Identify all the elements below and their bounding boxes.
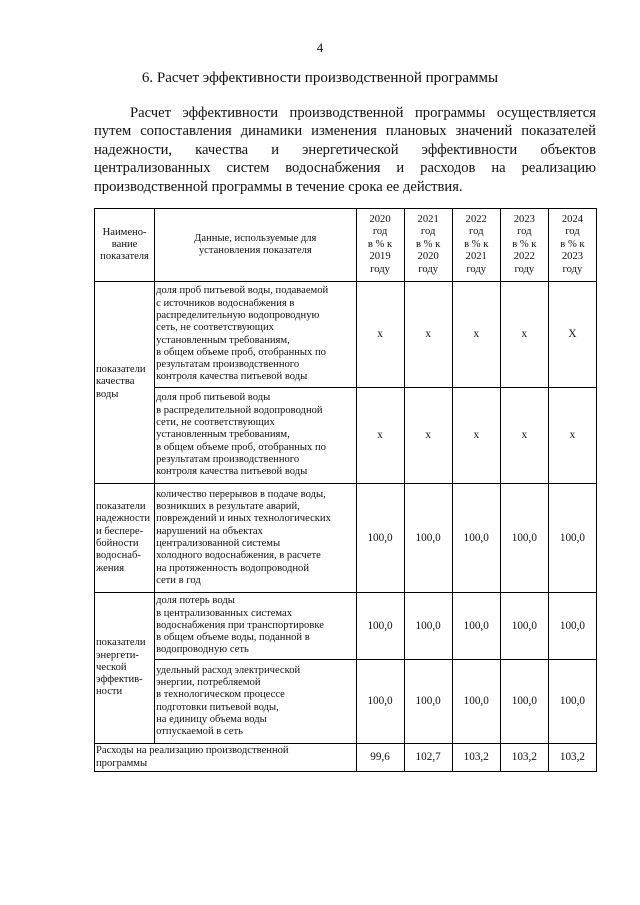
total-value: 102,7 xyxy=(404,744,452,772)
value-cell: x xyxy=(452,388,500,484)
table-row xyxy=(95,484,597,593)
value-cell: 100,0 xyxy=(452,660,500,744)
total-row xyxy=(95,744,597,772)
header-data: Данные, используемые для установления показателя xyxy=(155,209,356,282)
header-year-2023: 2023 год в % к 2022 году xyxy=(500,209,548,282)
header-year-2020: 2020 год в % к 2019 году xyxy=(356,209,404,282)
intro-line-2: путем сопоставления динамики изменения плановых значений показателей xyxy=(94,123,596,140)
table-header-row xyxy=(95,209,597,282)
value-cell: 100,0 xyxy=(548,593,596,660)
intro-line-3: надежности, качества и энергетической эффективности объектов xyxy=(94,141,596,158)
header-indicator: Наимено- вание показателя xyxy=(95,209,155,282)
table-row xyxy=(95,282,597,388)
section-heading: 6. Расчет эффективности производственной программы xyxy=(141,70,499,86)
intro-line-5: производственной программы в течение срока ее действия. xyxy=(94,178,463,195)
value-cell: 100,0 xyxy=(500,593,548,660)
data-description: доля потерь воды в централизованных системах водоснабжения при транспортировке в общем объеме воды, поданной в водопроводную сеть xyxy=(155,593,356,660)
total-label: Расходы на реализацию производственной программы xyxy=(95,744,357,772)
value-cell: x xyxy=(356,282,404,388)
value-cell: 100,0 xyxy=(356,593,404,660)
total-value: 103,2 xyxy=(452,744,500,772)
value-cell: 100,0 xyxy=(548,484,596,593)
data-description: доля проб питьевой воды, подаваемой с источников водоснабжения в распределительную водопроводную сеть, не соответствующих установленным требованиям, в общем объеме проб, отобранных по результатам производственного контроля качества питьевой воды xyxy=(155,282,356,388)
efficiency-table xyxy=(94,208,597,772)
value-cell: x xyxy=(500,282,548,388)
indicator-reliability: показатели надежности и беспере- бойности водоснаб- жения xyxy=(95,484,155,593)
total-value: 103,2 xyxy=(548,744,596,772)
value-cell: x xyxy=(404,388,452,484)
value-cell: 100,0 xyxy=(356,484,404,593)
page-number: 4 xyxy=(316,40,324,55)
value-cell: 100,0 xyxy=(356,660,404,744)
value-cell: x xyxy=(548,388,596,484)
value-cell: x xyxy=(452,282,500,388)
header-year-2024: 2024 год в % к 2023 году xyxy=(548,209,596,282)
table-row xyxy=(95,660,597,744)
intro-line-1: Расчет эффективности производственной программы осуществляется xyxy=(130,105,596,121)
data-description: доля проб питьевой воды в распределительной водопроводной сети, не соответствующих установленным требованиям, в общем объеме проб, отобранных по результатам производственного контроля качества питьевой воды xyxy=(155,388,356,484)
indicator-water-quality: показатели качества воды xyxy=(95,282,155,484)
data-description: количество перерывов в подаче воды, возникших в результате аварий, повреждений и иных технологических нарушений на объектах централизованной системы холодного водоснабжения, в расчете на протяженность водопроводной сети в год xyxy=(155,484,356,593)
header-year-2021: 2021 год в % к 2020 году xyxy=(404,209,452,282)
header-year-2022: 2022 год в % к 2021 году xyxy=(452,209,500,282)
value-cell: 100,0 xyxy=(404,660,452,744)
total-value: 99,6 xyxy=(356,744,404,772)
data-description: удельный расход электрической энергии, потребляемой в технологическом процессе подготовки питьевой воды, на единицу объема воды отпускаемой в сеть xyxy=(155,660,356,744)
indicator-energy-efficiency: показатели энергети- ческой эффектив- ности xyxy=(95,593,155,744)
value-cell: 100,0 xyxy=(500,660,548,744)
value-cell: 100,0 xyxy=(404,593,452,660)
value-cell: 100,0 xyxy=(404,484,452,593)
value-cell: x xyxy=(404,282,452,388)
intro-line-4: централизованных систем водоснабжения и расходов на реализацию xyxy=(94,160,596,177)
total-value: 103,2 xyxy=(500,744,548,772)
table-row xyxy=(95,593,597,660)
value-cell: 100,0 xyxy=(452,484,500,593)
value-cell: x xyxy=(500,388,548,484)
value-cell: X xyxy=(548,282,596,388)
value-cell: 100,0 xyxy=(500,484,548,593)
value-cell: 100,0 xyxy=(548,660,596,744)
intro-paragraph xyxy=(94,104,596,196)
value-cell: 100,0 xyxy=(452,593,500,660)
value-cell: x xyxy=(356,388,404,484)
table-row xyxy=(95,388,597,484)
